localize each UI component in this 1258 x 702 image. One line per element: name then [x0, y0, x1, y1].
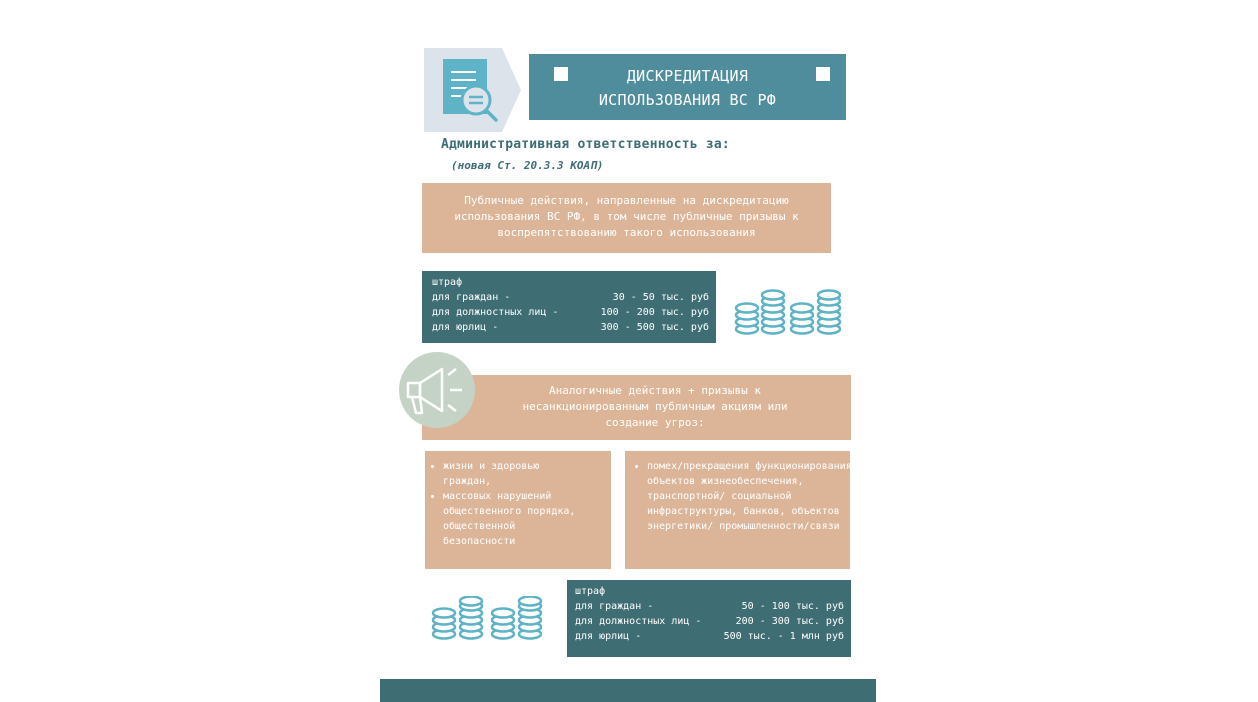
fine-who: для граждан - [575, 601, 654, 612]
aggravated-offense-description: Аналогичные действия + призывы к несанкционированным публичным акциям или создание угроз: [522, 384, 788, 429]
list-item: • помех/прекращения функционирования объектов жизнеобеспечения, транспортной/ социальной инфраструктуры, банков, объектов энергетики/ промышленности/связи [647, 459, 857, 534]
fine-who: для юрлиц - [575, 631, 642, 642]
coins-icon [732, 289, 846, 337]
megaphone-icon [398, 351, 476, 429]
fine-box-2 [567, 580, 851, 657]
fine-amount: 500 тыс. - 1 млн руб [723, 631, 844, 642]
threats-left-list [425, 459, 593, 549]
fine-amount: 30 - 50 тыс. руб [612, 292, 709, 303]
offense-description: Публичные действия, направленные на дискредитацию использования ВС РФ, в том числе публичные призывы к воспрепятствованию такого использования [454, 194, 799, 239]
fine-box-1 [422, 271, 716, 343]
fine-who: для юрлиц - [432, 322, 499, 333]
threats-list-right [625, 451, 850, 569]
list-item: • массовых нарушений общественного порядка, общественной безопасности [443, 489, 593, 549]
footer-bar [380, 679, 876, 702]
section-heading: Административная ответственность за: [441, 137, 730, 152]
fine-amount: 100 - 200 тыс. руб [600, 307, 709, 318]
threats-right-list [629, 459, 857, 534]
fine-who: для должностных лиц - [575, 616, 702, 627]
law-reference: (новая Ст. 20.3.3 КОАП) [451, 159, 604, 172]
title-line-1: ДИСКРЕДИТАЦИЯ [626, 67, 749, 85]
fine-amount: 300 - 500 тыс. руб [600, 322, 709, 333]
page-title [529, 64, 846, 112]
threats-list-left [425, 451, 611, 569]
document-search-icon [424, 48, 522, 132]
title-line-2: ИСПОЛЬЗОВАНИЯ ВС РФ [598, 91, 777, 109]
fine-label: штраф [575, 586, 606, 597]
fine-amount: 50 - 100 тыс. руб [741, 601, 844, 612]
coins-icon [430, 596, 546, 642]
fine-amount: 200 - 300 тыс. руб [735, 616, 844, 627]
fine-who: для граждан - [432, 292, 511, 303]
fine-who: для должностных лиц - [432, 307, 559, 318]
fine-label: штраф [432, 277, 463, 288]
list-item: • жизни и здоровью граждан, [443, 459, 593, 489]
